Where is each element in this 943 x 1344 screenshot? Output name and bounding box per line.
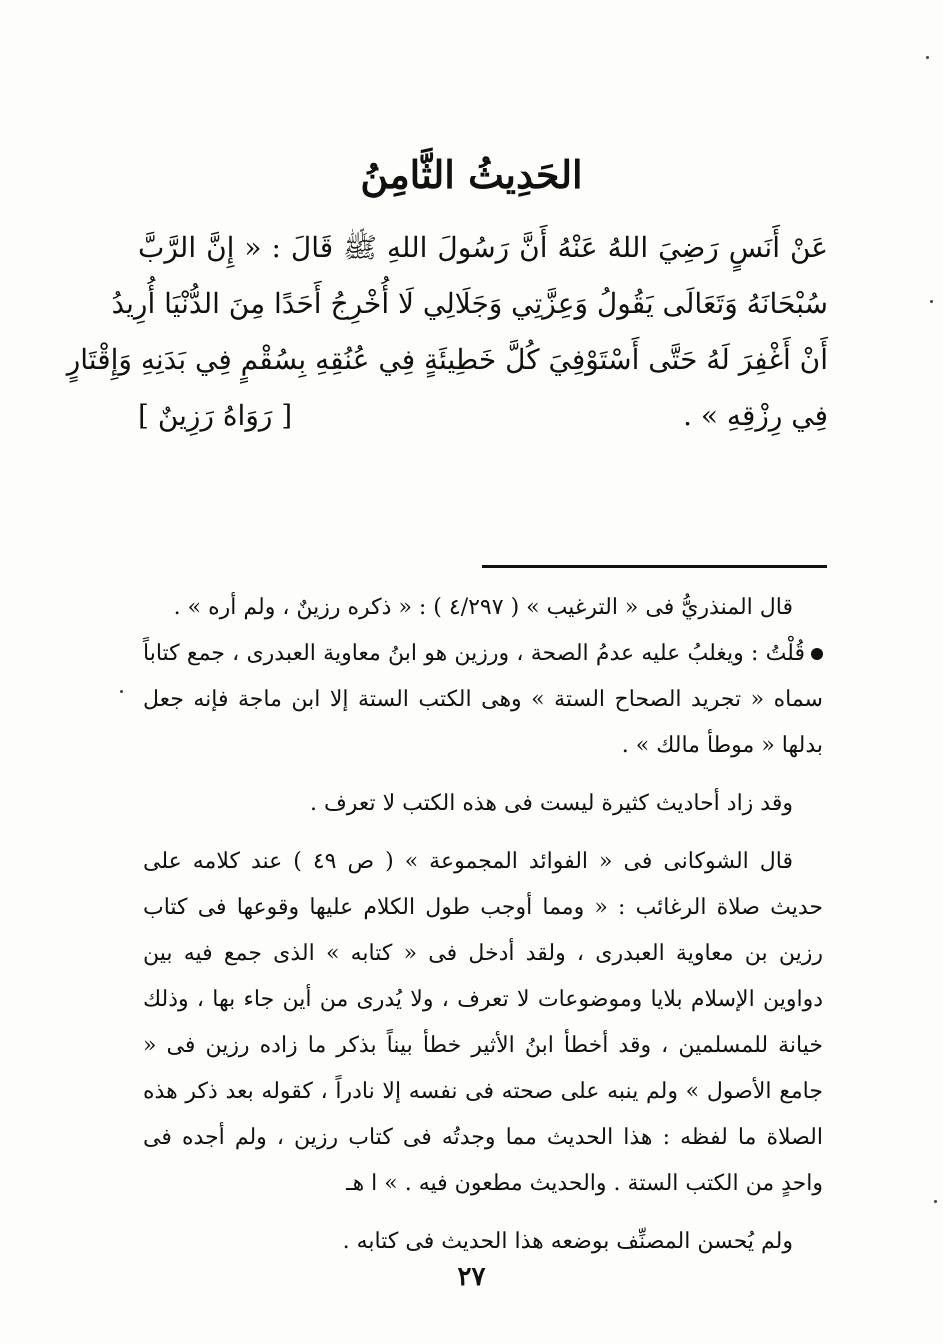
commentary-paragraph xyxy=(143,631,823,769)
bullet-icon xyxy=(811,648,823,660)
footnote-divider xyxy=(482,565,827,568)
hadith-source: [ رَوَاهُ رَزِينٌ ] xyxy=(138,399,293,432)
hadith-line: عَنْ أَنَسٍ رَضِيَ اللهُ عَنْهُ أَنَّ رَسُولَ اللهِ ﷺ قَالَ : « إِنَّ الرَّبَّ xyxy=(138,231,828,264)
commentary-paragraph: قال الشوكانى فى « الفوائد المجموعة » ( ص ٤٩ ) عند كلامه على حديث صلاة الرغائب : « ومما أوجب طول الكلام عليها وقوعها فى كتاب رزين بن معاوية العبدرى ، ولقد أدخل فى « كتابه » الذى جمع فيه بين دواوين الإسلام بلايا وموضوعات لا تعرف ، ولا يُدرى من أين جاء بها ، وذلك خيانة للمسلمين ، وقد أخطأ ابنُ الأثير خطأ بيناً بذكر ما زاده رزين فى « جامع الأصول » ولم ينبه على صحته فى نفسه إلا نادراً ، كقوله بعد ذكر هذه الصلاة ما لفظه : هذا الحديث مما وجدتُه فى كتاب رزين ، ولم أجده فى واحدٍ من الكتب الستة . والحديث مطعون فيه . » ا هـ xyxy=(143,849,823,1196)
hadith-line: فِي رِزْقِهِ » . xyxy=(683,399,828,432)
hadith-line: أَنْ أَغْفِرَ لَهُ حَتَّى أَسْتَوْفِيَ كُلَّ خَطِيئَةٍ فِي عُنُقِهِ بِسُقْمٍ فِي بَدَنِهِ وَإِقْتَارٍ xyxy=(66,343,828,376)
hadith-line: سُبْحَانَهُ وَتَعَالَى يَقُولُ وَعِزَّتِي وَجَلَالِي لَا أُخْرِجُ أَحَدًا مِنَ الدُّنْيَا أُرِيدُ xyxy=(111,287,828,320)
commentary-paragraph: ولم يُحسن المصنِّف بوضعه هذا الحديث فى كتابه . xyxy=(342,1229,793,1254)
scan-speck xyxy=(930,300,933,303)
commentary xyxy=(143,585,823,1265)
commentary-paragraph: وقد زاد أحاديث كثيرة ليست فى هذه الكتب لا تعرف . xyxy=(309,791,793,816)
page-number: ٢٧ xyxy=(457,1262,486,1292)
commentary-paragraph: قال المنذريُّ فى « الترغيب » ( ٤/٢٩٧ ) : « ذكره رزينٌ ، ولم أره » . xyxy=(173,595,793,620)
commentary-paragraph-text: قُلْتُ : ويغلبُ عليه عدمُ الصحة ، ورزين هو ابنُ معاوية العبدرى ، جمع كتاباً سماه « تجريد الصحاح الستة » وهى الكتب الستة إلا ابن ماجة فإنه جعل بدلها « موطأ مالك » . xyxy=(143,641,823,758)
hadith-text xyxy=(66,220,828,444)
hadith-last-line xyxy=(138,388,828,444)
scan-speck xyxy=(120,690,123,693)
scan-speck xyxy=(926,56,929,59)
hadith-heading: الحَدِيثُ الثَّامِنُ xyxy=(360,152,583,197)
scan-speck xyxy=(934,1200,937,1203)
